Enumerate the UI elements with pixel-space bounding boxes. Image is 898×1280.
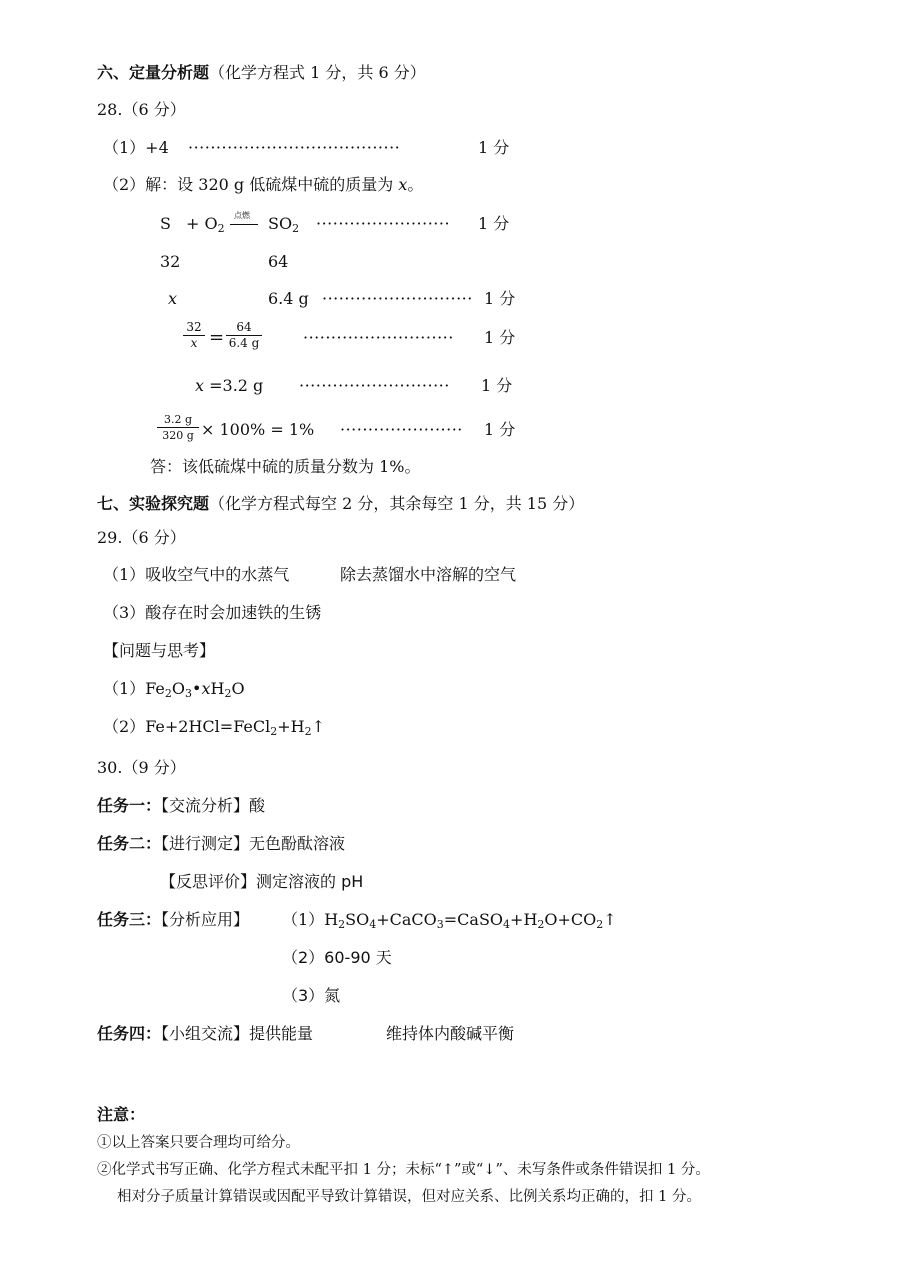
eq-product-sub: 2 (292, 222, 300, 235)
solve-variable: x (195, 376, 205, 395)
solve-score: 1 分 (481, 376, 513, 395)
think-answer-2 (103, 717, 325, 737)
q29-a1-text1: 吸收空气中的水蒸气 (145, 565, 290, 584)
eq-product (268, 214, 299, 234)
q29-a3-text: 酸存在时会加速铁的生锈 (145, 603, 322, 622)
q29-a1-label: （1） (103, 565, 146, 584)
t1-sub2: 3 (185, 687, 193, 700)
task4-label: 任务四： (97, 1024, 162, 1043)
section-6-heading (97, 63, 426, 83)
t1-label: （1） (103, 679, 146, 698)
section-6-note: （化学方程式 1 分，共 6 分） (209, 63, 426, 82)
eq-sub1: 2 (338, 918, 346, 931)
unknowns-score: 1 分 (484, 289, 516, 308)
t1-dot: • (192, 679, 202, 698)
task3-line (97, 910, 249, 930)
t1-sub1: 2 (164, 687, 172, 700)
t2-sub1: 2 (270, 725, 278, 738)
t2-up-arrow: ↑ (311, 717, 326, 736)
task3-label: 任务三： (97, 910, 162, 929)
solve-value: =3.2 g (204, 376, 264, 395)
q29-answer-1 (103, 565, 289, 585)
q28-part1-score: 1 分 (478, 138, 510, 157)
eq-condition: 点燃 (234, 211, 250, 220)
mass-sulfur: 32 (160, 252, 181, 271)
t1-h: H (210, 679, 225, 698)
task4-text1: 提供能量 (249, 1024, 314, 1043)
q29-answer-3 (103, 603, 321, 623)
eq-h2: +H (510, 910, 538, 929)
eq-sub5: 2 (537, 918, 545, 931)
q28-part1-answer: （1）+4 (103, 138, 169, 157)
t1-o: O (171, 679, 186, 698)
task4-line (97, 1024, 313, 1044)
intro-variable: x (398, 175, 408, 194)
eq-reaction-line (230, 224, 258, 225)
task1-text: 酸 (249, 796, 266, 815)
t2-label: （2） (103, 717, 146, 736)
task1-label: 任务一： (97, 796, 162, 815)
t1-o2: O (231, 679, 245, 698)
task1-tag: 【交流分析】 (161, 796, 250, 815)
q29-a3-label: （3） (103, 603, 146, 622)
eq-sub3: 3 (436, 918, 444, 931)
eq-sub4: 4 (503, 918, 511, 931)
t1-sub3: 2 (224, 687, 232, 700)
q30-number: 30.（9 分） (97, 758, 186, 777)
mass-so2: 64 (268, 252, 289, 271)
percent-den: 320 g (162, 429, 194, 442)
task4-text2: 维持体内酸碱平衡 (386, 1024, 515, 1043)
q29-answer-2: 除去蒸馏水中溶解的空气 (340, 565, 517, 584)
solve-result (195, 376, 263, 396)
t2-sub2: 2 (304, 725, 312, 738)
q28-final-answer: 答：该低硫煤中硫的质量分数为 1%。 (150, 457, 421, 476)
task3-answer-3: （3）氮 (282, 986, 341, 1005)
section-7-heading (97, 494, 584, 514)
intro-text: （2）解：设 320 g 低硫煤中硫的质量为 (103, 175, 399, 194)
ratio-equals: = (209, 327, 225, 348)
ratio-dots: ··························· (303, 328, 454, 347)
unknown-sulfur: x (168, 289, 178, 308)
ratio-den1: x (190, 336, 198, 350)
task1-line (97, 796, 265, 816)
section-7-title: 七、实验探究题 (97, 494, 210, 513)
intro-end: 。 (407, 175, 424, 194)
task3-tag: 【分析应用】 (161, 910, 250, 929)
eq-up-arrow: ↑ (603, 910, 617, 929)
eq-oxygen-sub: 2 (217, 222, 225, 235)
task2-tag: 【进行测定】 (161, 834, 250, 853)
task2b-text: 测定溶液的 pH (256, 872, 364, 891)
unknowns-dots: ··························· (322, 289, 473, 308)
eq-caco: +CaCO (376, 910, 437, 929)
task3-a-label: （1） (282, 910, 325, 929)
ratio-num1: 32 (186, 320, 202, 334)
eq-product-text: SO (268, 214, 293, 233)
ratio-fraction-left (183, 320, 205, 351)
ratio-score: 1 分 (484, 328, 516, 347)
think-answer-1 (103, 679, 245, 699)
eq-sulfur: S (160, 214, 171, 233)
t2-b: +H (277, 717, 305, 736)
eq-h: H (324, 910, 339, 929)
section-6-title: 六、定量分析题 (97, 63, 210, 82)
t2-a: Fe+2HCl=FeCl (145, 717, 271, 736)
ratio-den2: 6.4 g (228, 336, 260, 350)
think-title: 【问题与思考】 (103, 641, 216, 660)
eq-dots: ························ (316, 214, 451, 233)
q28-number: 28.（6 分） (97, 100, 186, 119)
notes-item-2: ②化学式书写正确、化学方程式未配平扣 1 分；未标“↑”或“↓”、未写条件或条件错误扣 1 分。 (97, 1162, 710, 1178)
task2-line (97, 834, 345, 854)
notes-item-3: 相对分子质量计算错误或因配平导致计算错误，但对应关系、比例关系均正确的，扣 1 分。 (117, 1189, 701, 1205)
percent-fraction (157, 412, 199, 443)
q29-number: 29.（6 分） (97, 528, 186, 547)
notes-item-1: ①以上答案只要合理均可给分。 (97, 1135, 300, 1151)
eq-sub6: 2 (596, 918, 604, 931)
ratio-fraction-right (226, 320, 262, 351)
ratio-num2: 64 (236, 320, 252, 334)
given-so2: 6.4 g (268, 289, 309, 308)
task2-label: 任务二： (97, 834, 162, 853)
eq-sub2: 4 (369, 918, 377, 931)
eq-oco: O+CO (544, 910, 597, 929)
task2b-tag: 【反思评价】 (160, 872, 257, 891)
eq-oxygen (186, 214, 225, 234)
task3-answer-2: （2）60-90 天 (282, 948, 392, 967)
t1-fe: Fe (145, 679, 165, 698)
eq-oxygen-text: + O (186, 214, 218, 233)
percent-dots: ······················ (340, 420, 463, 439)
percent-expression: × 100% = 1% (201, 420, 315, 439)
eq-so: SO (345, 910, 370, 929)
q28-part2-intro (103, 175, 423, 195)
solve-dots: ··························· (299, 376, 450, 395)
percent-score: 1 分 (484, 420, 516, 439)
task2b-line (160, 872, 363, 892)
percent-num: 3.2 g (163, 413, 193, 426)
task3-equation (282, 910, 617, 930)
task4-tag: 【小组交流】 (161, 1024, 250, 1043)
eq-score: 1 分 (478, 214, 510, 233)
eq-caso: =CaSO (443, 910, 504, 929)
q28-part1-dots: ······································ (188, 138, 401, 157)
section-7-note: （化学方程式每空 2 分，其余每空 1 分，共 15 分） (209, 494, 585, 513)
notes-title: 注意： (97, 1105, 146, 1124)
task2-text: 无色酚酞溶液 (249, 834, 346, 853)
t1-x: x (201, 679, 211, 698)
